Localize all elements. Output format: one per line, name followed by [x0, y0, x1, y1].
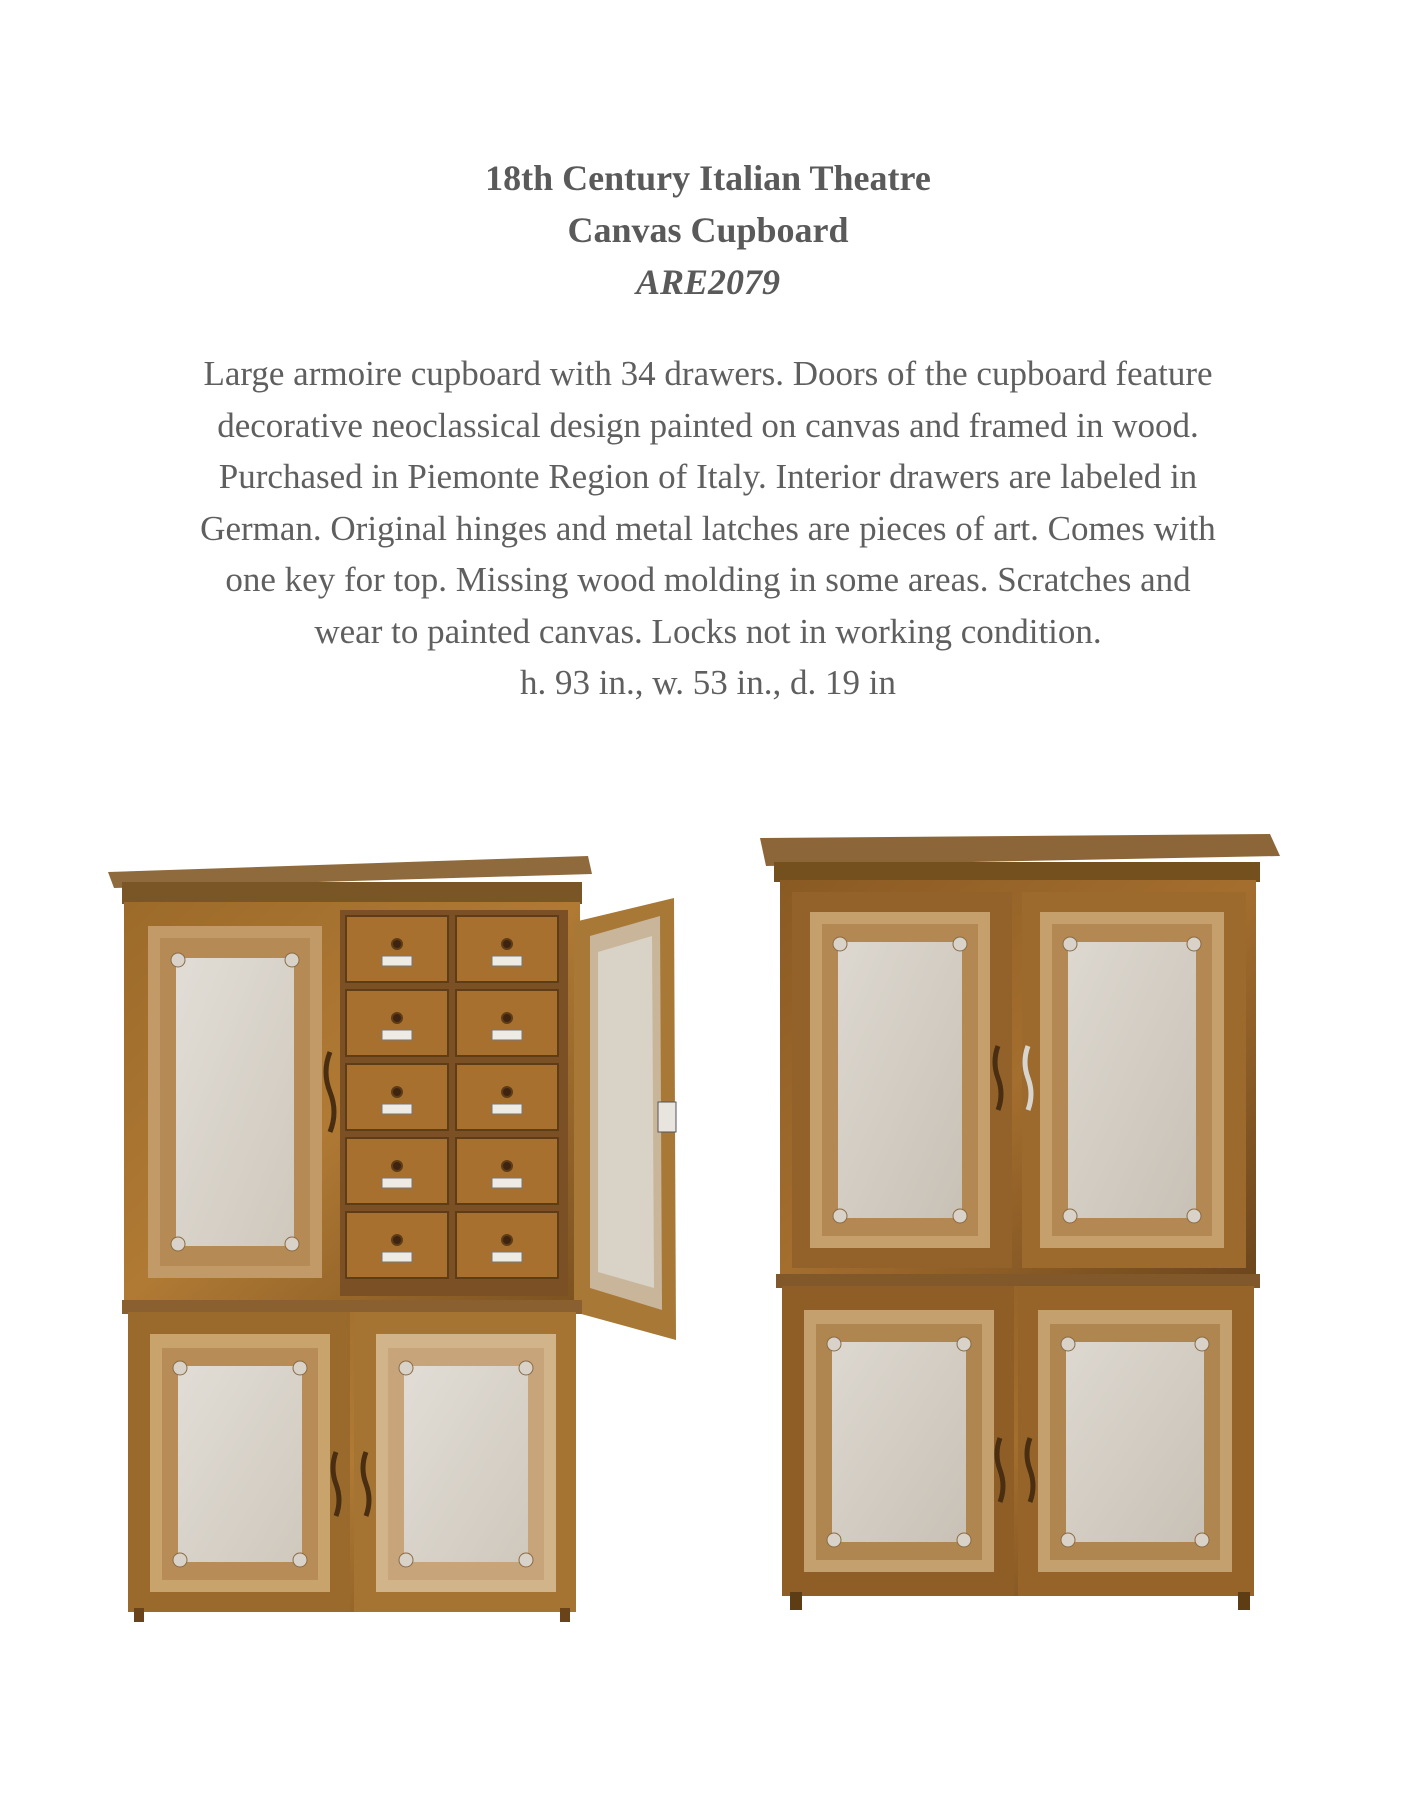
drawer-label [492, 1104, 522, 1114]
dimensions: h. 93 in., w. 53 in., d. 19 in [520, 663, 896, 702]
drawer-knob [392, 1087, 402, 1097]
drawer-knob [502, 1013, 512, 1023]
drawer-knob [502, 939, 512, 949]
drawer-label [382, 1252, 412, 1262]
drawer-knob [502, 1087, 512, 1097]
drawer-knob [392, 1013, 402, 1023]
drawer-label [492, 1030, 522, 1040]
sku-label: ARE2079 [635, 262, 781, 302]
cupboard-open-photo [104, 812, 694, 1628]
description [120, 348, 1296, 709]
drawer-label [382, 956, 412, 966]
description-line: Purchased in Piemonte Region of Italy. Interior drawers are labeled in [218, 457, 1198, 496]
description-line: German. Original hinges and metal latches are pieces of art. Comes with [200, 508, 1216, 548]
drawer-knob [502, 1235, 512, 1245]
drawer-label [492, 1252, 522, 1262]
drawer-label [492, 956, 522, 966]
title-line-1: 18th Century Italian Theatre [485, 158, 931, 198]
description-line: decorative neoclassical design painted on canvas and framed in wood. [217, 405, 1199, 445]
description-line: Large armoire cupboard with 34 drawers. Doors of the cupboard feature [203, 354, 1213, 393]
cupboard-closed-photo [760, 826, 1288, 1642]
title-block [0, 152, 1416, 308]
drawer-knob [392, 1235, 402, 1245]
drawer-label [382, 1178, 412, 1188]
description-line: wear to painted canvas. Locks not in working condition. [314, 611, 1102, 651]
drawer-label [492, 1178, 522, 1188]
title-line-2: Canvas Cupboard [567, 210, 849, 250]
drawer-label [382, 1104, 412, 1114]
drawer-knob [392, 939, 402, 949]
description-line: one key for top. Missing wood molding in some areas. Scratches and [225, 560, 1191, 599]
drawer-label [382, 1030, 412, 1040]
drawer-knob [502, 1161, 512, 1171]
drawer-knob [392, 1161, 402, 1171]
